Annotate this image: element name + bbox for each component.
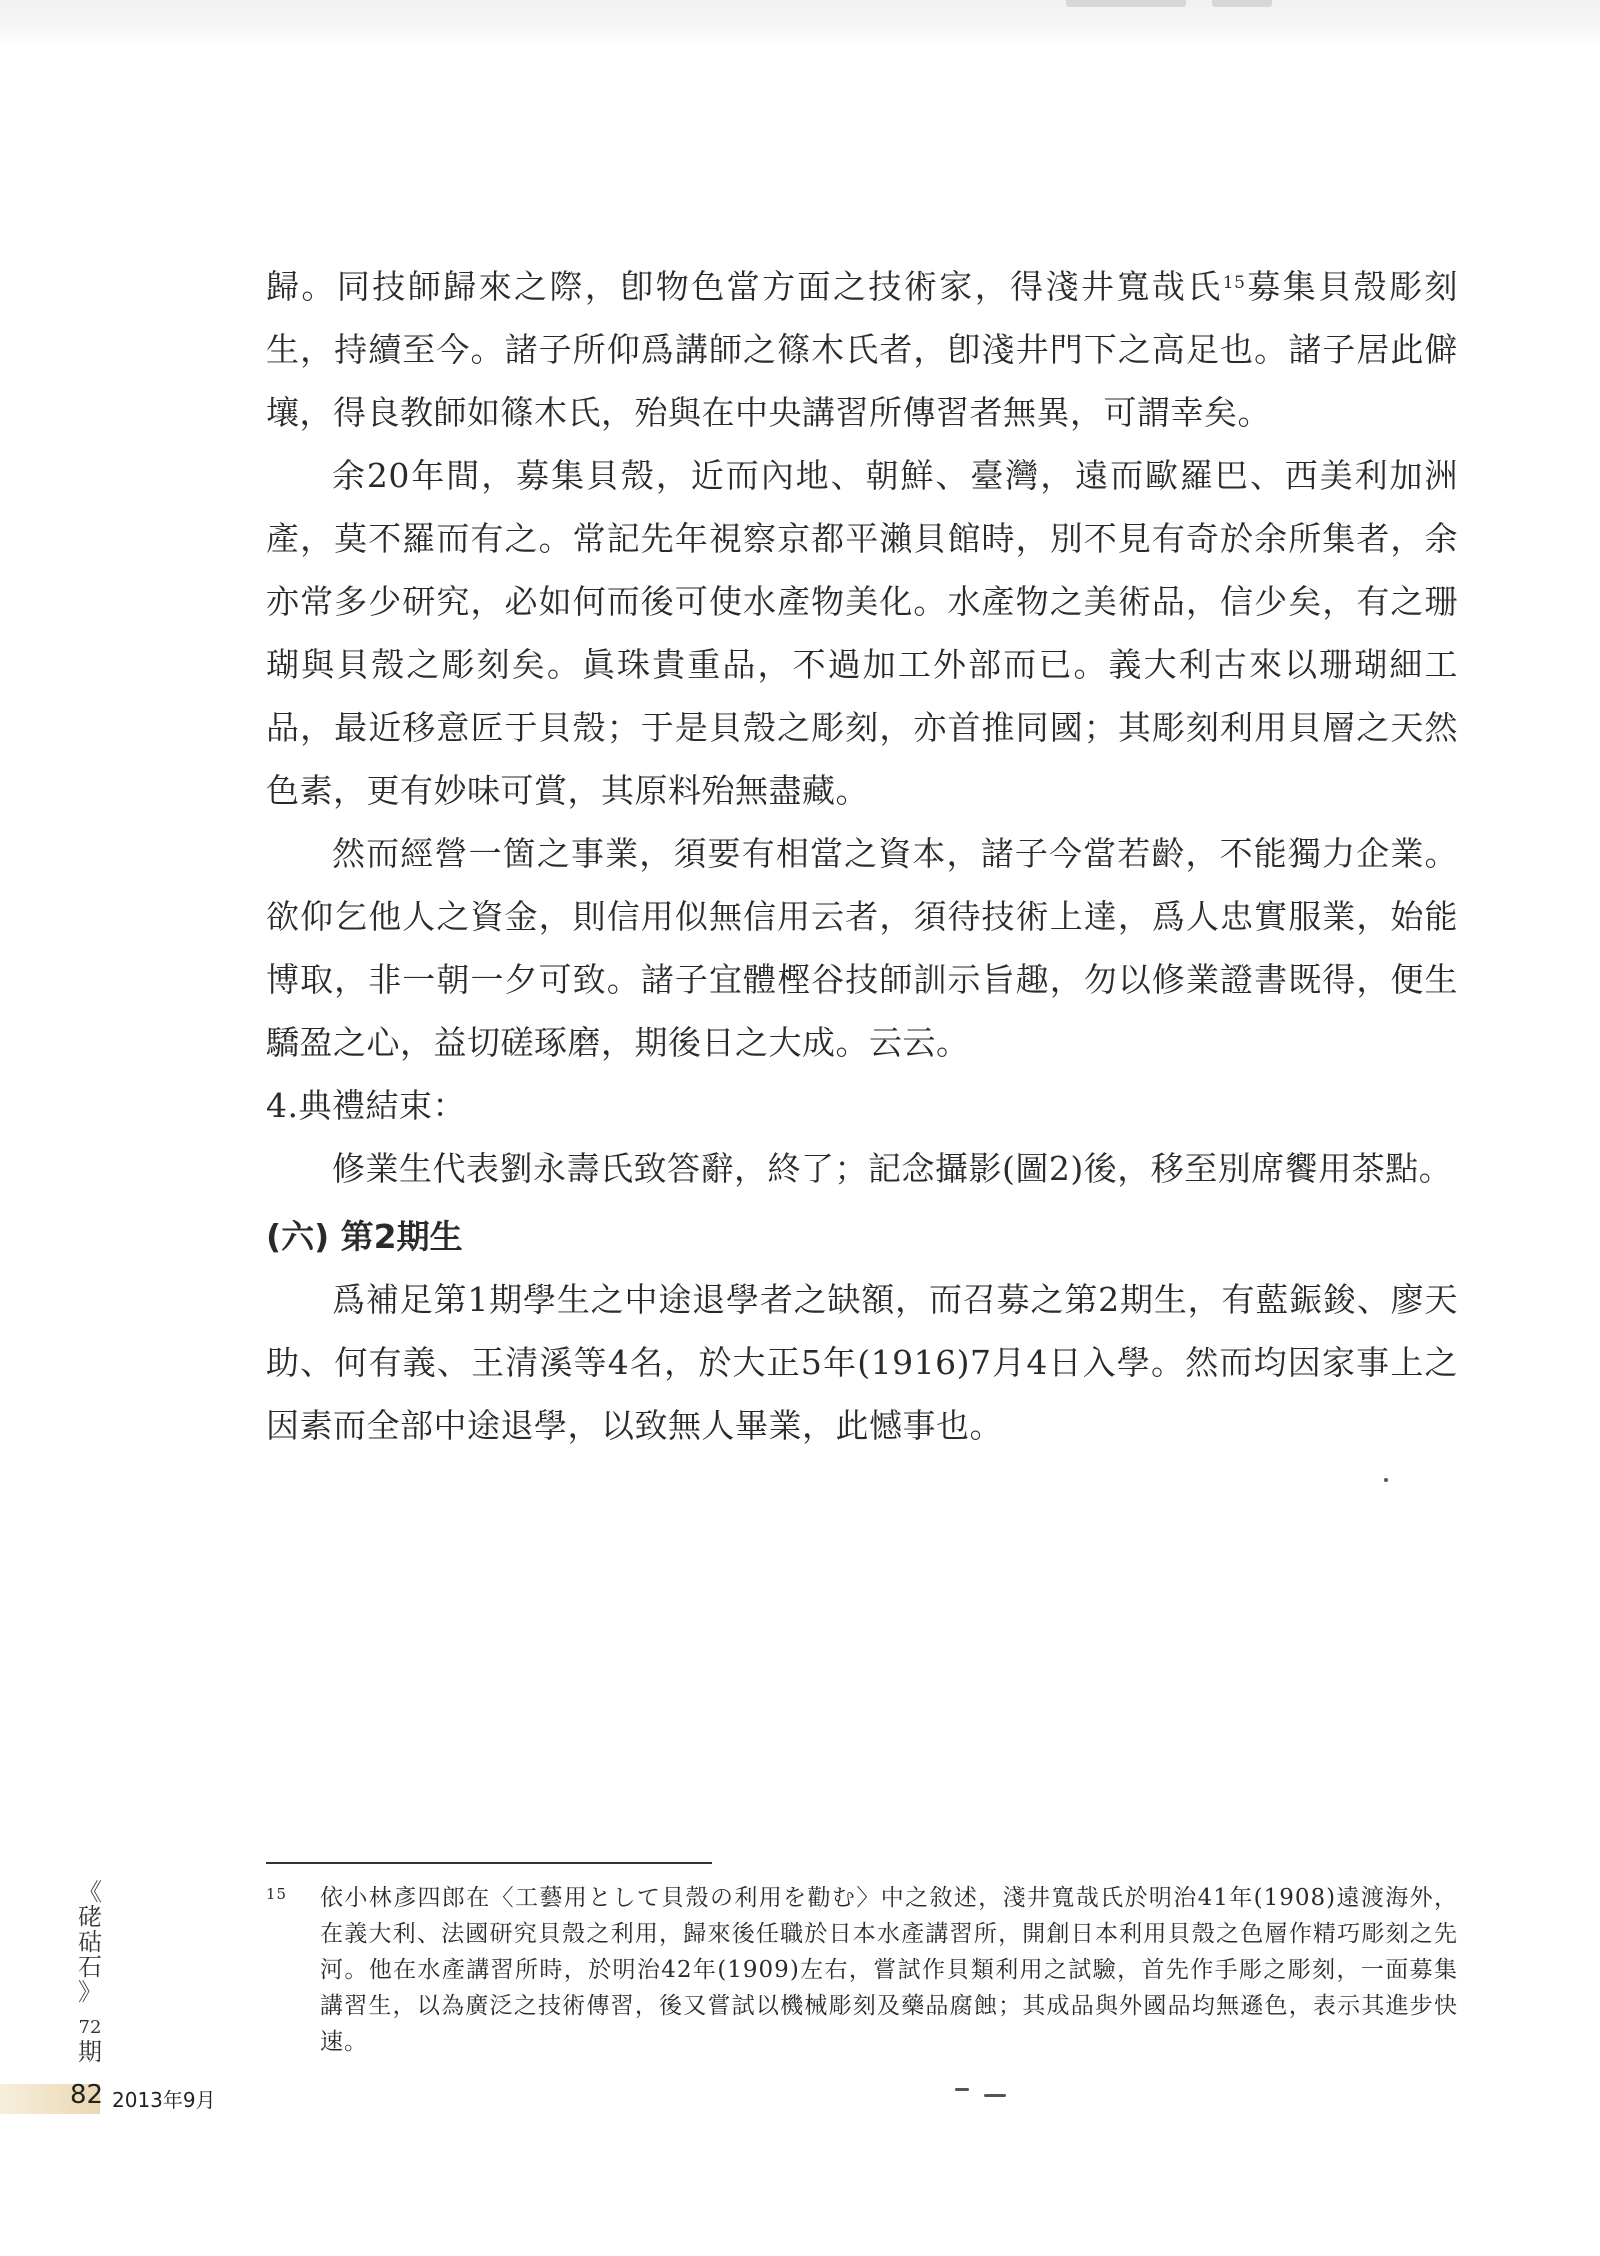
paragraph	[266, 255, 1458, 444]
journal-title-char: 《	[78, 1878, 102, 1906]
scan-top-mark	[1066, 0, 1186, 7]
journal-title-vertical	[72, 1880, 108, 2065]
journal-title-char: 石	[78, 1953, 102, 1981]
scan-speck	[1384, 1478, 1388, 1482]
page-number: 82	[70, 2080, 104, 2110]
footnote-reference: 15	[1222, 273, 1246, 293]
paragraph: 爲補足第1期學生之中途退學者之缺額，而召募之第2期生，有藍鋠鋑、廖天助、何有義、王清溪等4名，於大正5年(1916)7月4日入學。然而均因家事上之因素而全部中途退學，以致無人畢業，此憾事也。	[266, 1280, 1458, 1445]
section-heading: (六) 第2期生	[266, 1217, 463, 1256]
paragraph: 余20年間，募集貝殼，近而內地、朝鮮、臺灣，遠而歐羅巴、西美利加洲產，莫不羅而有之。常記先年視察京都平瀨貝館時，別不見有奇於余所集者，余亦常多少研究，必如何而後可使水產物美化。水產物之美術品，信少矣，有之珊瑚與貝殼之彫刻矣。眞珠貴重品，不過加工外部而已。義大利古來以珊瑚細工品，最近移意匠于貝殼；于是貝殼之彫刻，亦首推同國；其彫刻利用貝層之天然色素，更有妙味可賞，其原料殆無盡藏。	[266, 456, 1458, 810]
footnote-number: 15	[266, 1885, 288, 1903]
scan-speck	[984, 2094, 1006, 2097]
scan-speck	[955, 2088, 969, 2091]
footnote	[266, 1880, 1458, 2060]
ceremony-end-heading: 4.典禮結束：	[266, 1086, 466, 1125]
scan-top-shade	[0, 0, 1600, 46]
footnote-text: 依小林彥四郎在〈工藝用として貝殼の利用を勸む〉中之敘述，淺井寬哉氏於明治41年(1908)遠渡海外，在義大利、法國研究貝殼之利用，歸來後任職於日本水產講習所，開創日本利用貝殼之色層作精巧彫刻之先河。他在水產講習所時，於明治42年(1909)左右，嘗試作貝類利用之試驗，首先作手彫之彫刻，一面募集講習生，以為廣泛之技術傳習，後又嘗試以機械彫刻及藥品腐蝕；其成品與外國品均無遜色，表示其進步快速。	[320, 1885, 1458, 2055]
paragraph-text: 募集貝殼彫刻生，持續至今。諸子所仰爲講師之篠木氏者，卽淺井門下之高足也。諸子居此僻壤，得良教師如篠木氏，殆與在中央講習所傳習者無異，可謂幸矣。	[266, 267, 1459, 432]
paragraph: 修業生代表劉永壽氏致答辭，終了；記念攝影(圖2)後，移至別席饗用茶點。	[332, 1149, 1453, 1188]
journal-title-char: 》	[78, 1978, 102, 2006]
journal-title-char: 𥑮	[78, 1928, 102, 1956]
journal-issue-label: 期	[78, 2038, 102, 2066]
paragraph: 然而經營一箇之事業，須要有相當之資本，諸子今當若齡，不能獨力企業。欲仰乞他人之資金，則信用似無信用云者，須待技術上達，爲人忠實服業，始能博取，非一朝一夕可致。諸子宜體樫谷技師訓示旨趣，勿以修業證書既得，便生驕盈之心，益切磋琢磨，期後日之大成。云云。	[266, 834, 1458, 1062]
scan-top-mark	[1212, 0, 1272, 7]
article-body	[266, 255, 1458, 1457]
issue-date: 2013年9月	[112, 2088, 216, 2112]
paragraph-text: 歸。同技師歸來之際，卽物色當方面之技術家，得淺井寬哉氏	[266, 267, 1223, 306]
journal-title-char: 硓	[78, 1903, 102, 1931]
journal-issue-number: 72	[78, 2017, 102, 2038]
footnote-divider	[266, 1862, 712, 1864]
